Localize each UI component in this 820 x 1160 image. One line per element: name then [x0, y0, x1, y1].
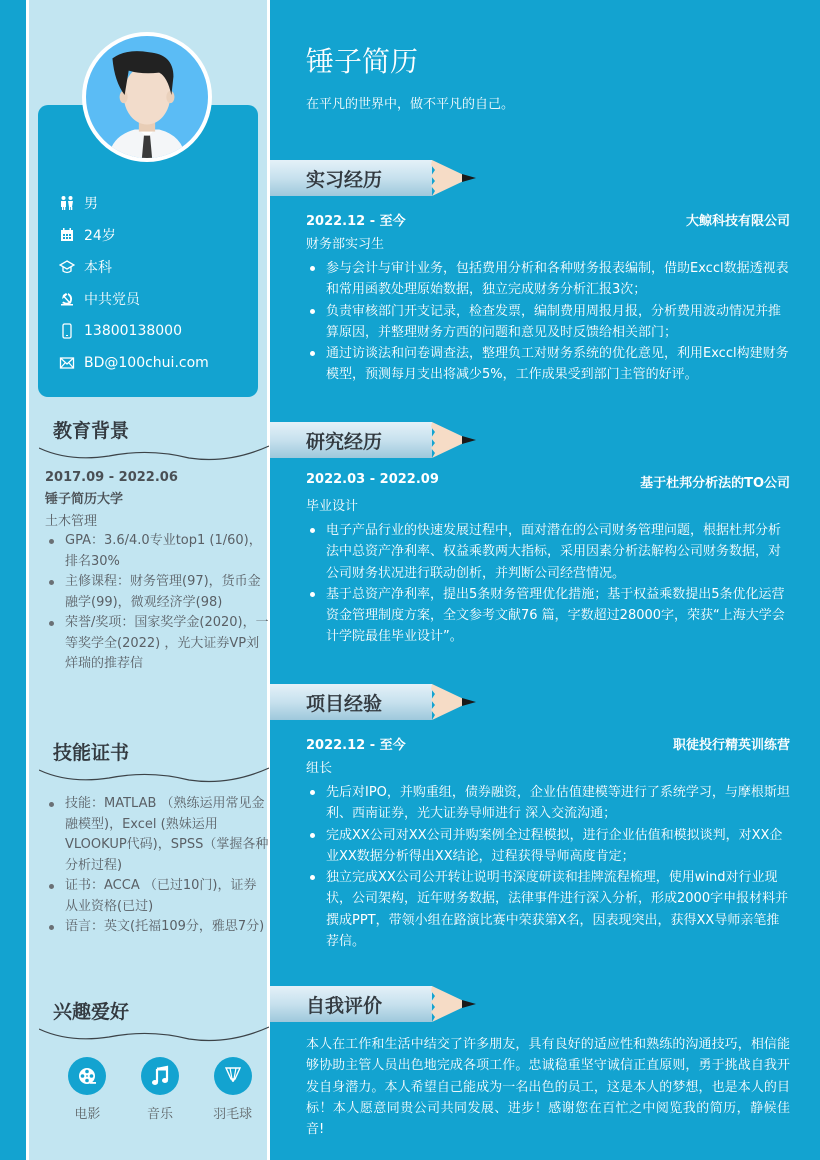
age-value: 24岁	[84, 228, 116, 244]
entry-organization: 职徒投行精英训练营	[672, 738, 790, 753]
film-reel-icon	[76, 1065, 98, 1087]
list-item: 证书：ACCA （已过10门)，证券从业资格(已过)	[45, 876, 269, 917]
entry-header	[306, 210, 790, 229]
avatar	[82, 32, 212, 162]
degree-value: 本科	[84, 260, 112, 276]
entry-role: 组长	[306, 761, 333, 776]
section-header	[270, 682, 480, 722]
sidebar	[26, 0, 270, 1160]
entry-organization: 大鲸科技有限公司	[685, 214, 790, 229]
list-item: 主修课程：财务管理(97)，货币金融学(99)，微观经济学(98)	[45, 572, 269, 613]
projects-section	[270, 682, 790, 952]
hobby-label: 电影	[74, 1107, 101, 1122]
research-title: 研究经历	[306, 431, 383, 453]
phone-value[interactable]: 13800138000	[84, 323, 182, 339]
internship-bullets	[306, 258, 790, 386]
hobby-movie	[51, 1057, 124, 1122]
list-item: 通过访谈法和问卷调查法，整理负工对财务系统的优化意见，利用Exccl构建财务模型，预测每月支出将减少5%，工作成果受到部门主管的好评。	[306, 343, 790, 386]
education-date: 2017.09 - 2022.06	[45, 470, 178, 485]
list-item: 独立完成XX公司公开转让说明书深度研读和挂牌流程梳理，使用wind对行业现状，公司架构，近年财务数据，法律事件进行深入分析，形成2000字申报材料并撰成PPT，带领小组在路演比赛中荣获第X名，因表现突出，获得XX导师亲笔推荐信。	[306, 867, 790, 952]
shuttlecock-icon	[222, 1065, 244, 1087]
graduation-cap-icon	[58, 258, 76, 276]
section-header	[270, 984, 480, 1024]
hobbies-title: 兴趣爱好	[53, 1001, 130, 1023]
list-item: 荣誉/奖项：国家奖学金(2020)，一等奖学全(2022) ，光大证券VP刘烊瑞的推荐信	[45, 613, 269, 675]
list-item: 电子产品行业的快速发展过程中，面对潜在的公司财务管理问题，根据杜邦分析法中总资产净利率、权益乘教两大指标，采用因素分析法解构公司财务数据，对公司财务状况进行联动创析，并判断公司经营情况。	[306, 520, 790, 584]
email-value[interactable]: BD@100chui.com	[84, 355, 209, 371]
hobby-badminton	[196, 1057, 269, 1122]
political-value: 中共党员	[84, 292, 140, 308]
list-item: 语言：英文(托福109分，雅思7分)	[45, 917, 269, 938]
list-item: 参与会计与审计业务，包括费用分析和各种财务报表编制，借助Exccl数据透视表和常用函教处理原始数据，独立完成财务分析汇报3次；	[306, 258, 790, 301]
list-item: 基于总资产净利率，提出5条财务管理优化措施；基于权益乘数提出5条优化运营资金管理制度方案，全文参考文献76 篇，字数超过28000字，荣获“上海大学会计学院最佳毕业设计”。	[306, 584, 790, 648]
hobby-list	[41, 1057, 269, 1122]
profile-info-list	[58, 187, 209, 379]
email-icon	[58, 354, 76, 372]
education-major: 土木管理	[45, 514, 98, 529]
entry-organization: 基于杜邦分析法的TO公司	[640, 476, 790, 491]
entry-date: 2022.12 - 至今	[306, 738, 406, 753]
phone-item	[58, 315, 209, 347]
gender-value: 男	[84, 196, 98, 212]
internship-section	[270, 158, 790, 386]
hobbies-section	[41, 997, 269, 1122]
list-item: GPA：3.6/4.0专业top1 (1/60)，排名30%	[45, 531, 269, 572]
email-item	[58, 347, 209, 379]
self-evaluation-title: 自我评价	[306, 995, 383, 1017]
page-title: 锤子简历	[306, 45, 419, 78]
education-school: 锤子简历大学	[45, 492, 124, 507]
list-item: 完成XX公司对XX公司并购案例全过程模拟，进行企业估值和模拟谈判，对XX企业XX数据分析得出XX结论，过程获得导师高度肯定；	[306, 825, 790, 868]
phone-icon	[58, 322, 76, 340]
research-bullets	[306, 520, 790, 648]
list-item: 先后对IPO，并购重组，债券融资，企业估值建模等进行了系统学习，与摩根斯坦利、西南证券，光大证券导师进行 深入交流沟通；	[306, 782, 790, 825]
hobby-label: 音乐	[147, 1107, 174, 1122]
internship-title: 实习经历	[306, 169, 383, 191]
self-evaluation-section	[270, 984, 790, 1140]
hobby-music	[124, 1057, 197, 1122]
age-item	[58, 219, 209, 251]
projects-bullets	[306, 782, 790, 952]
education-section	[41, 416, 269, 675]
male-avatar-icon	[86, 36, 208, 158]
entry-header	[306, 734, 790, 753]
entry-date: 2022.03 - 2022.09	[306, 472, 439, 487]
skills-section	[41, 738, 269, 938]
section-header	[270, 158, 480, 198]
calendar-icon	[58, 226, 76, 244]
projects-title: 项目经验	[306, 693, 383, 715]
entry-header	[306, 472, 790, 491]
self-evaluation-text: 本人在工作和生活中结交了许多朋友，具有良好的适应性和熟练的沟通技巧，相信能够协助主管人员出色地完成各项工作。忠诚稳重坚守诚信正直原则，勇于挑战自我开发自身潜力。本人希望自己能成为一名出色的员工，这是本人的梦想，也是本人的目标！本人愿意同贵公司共同发展、进步！感谢您在百忙之中阅览我的简历，静候佳音!	[306, 1037, 790, 1138]
gender-item	[58, 187, 209, 219]
list-item: 技能：MATLAB （熟练运用常见金融模型)，Excel (熟妹运用VLOOKUP代码)，SPSS（掌握各种分析过程)	[45, 794, 269, 876]
education-title: 教育背景	[53, 420, 130, 442]
entry-role: 财务部实习生	[306, 237, 385, 252]
research-section	[270, 420, 790, 648]
skills-bullets	[41, 794, 269, 938]
section-header	[270, 420, 480, 460]
gender-icon	[58, 194, 76, 212]
entry-date: 2022.12 - 至今	[306, 214, 406, 229]
music-note-icon	[149, 1065, 171, 1087]
hobby-label: 羽毛球	[213, 1107, 253, 1122]
hammer-sickle-icon	[58, 290, 76, 308]
page-subtitle: 在平凡的世界中，做不平凡的自己。	[306, 97, 515, 112]
political-item	[58, 283, 209, 315]
education-bullets	[41, 531, 269, 675]
skills-title: 技能证书	[53, 742, 130, 764]
list-item: 负责审核部门开支记录，检查发票，编制费用周报月报，分析费用波动情况并推算原因，并整理财务方西的问题和意见及时反馈给相关部门；	[306, 301, 790, 344]
degree-item	[58, 251, 209, 283]
entry-role: 毕业设计	[306, 499, 359, 514]
